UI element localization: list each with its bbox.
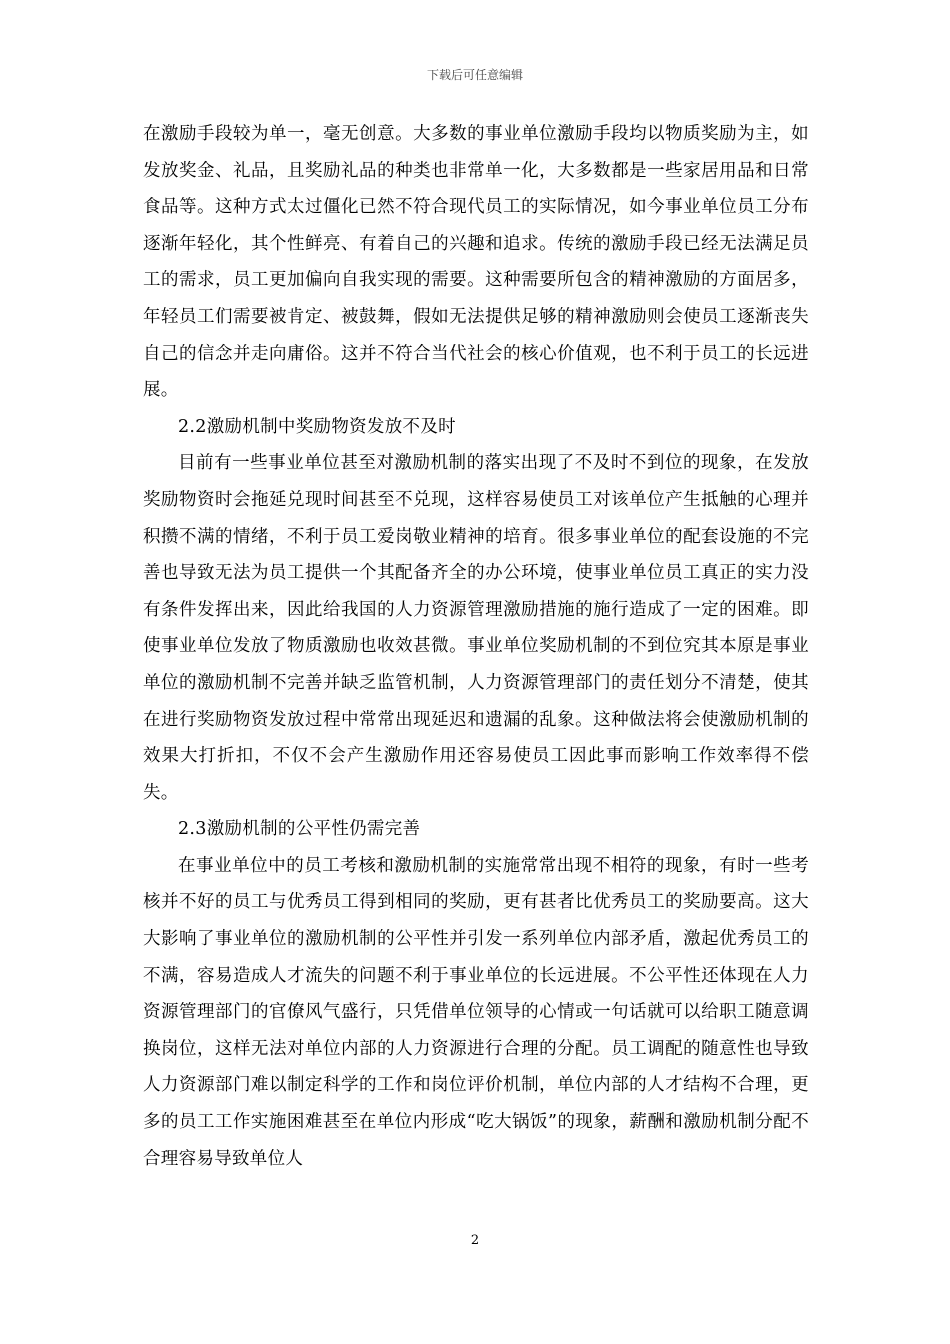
page-header: 下载后可任意编辑	[426, 68, 523, 82]
body-paragraph: 目前有一些事业单位甚至对激励机制的落实出现了不及时不到位的现象，在发放奖励物资时会拖延兑现时间甚至不兑现，这样容易使员工对该单位产生抵触的心理并积攒不满的情绪，不利于员工爱岗敬业精神的培育。很多事业单位的配套设施的不完善也导致无法为员工提供一个其配备齐全的办公环境，使事业单位员工真正的实力没有条件发挥出来，因此给我国的人力资源管理激励措施的施行造成了一定的困难。即使事业单位发放了物质激励也收效甚微。事业单位奖励机制的不到位究其本原是事业单位的激励机制不完善并缺乏监管机制，人力资源管理部门的责任划分不清楚，使其在进行奖励物资发放过程中常常出现延迟和遗漏的乱象。这种做法将会使激励机制的效果大打折扣，不仅不会产生激励作用还容易使员工因此事而影响工作效率得不偿失。	[143, 453, 809, 803]
document-body	[143, 116, 809, 1177]
section-heading-2-3: 2.3激励机制的公平性仍需完善	[178, 819, 421, 840]
body-paragraph: 在激励手段较为单一，毫无创意。大多数的事业单位激励手段均以物质奖励为主，如发放奖金、礼品，且奖励礼品的种类也非常单一化，大多数都是一些家居用品和日常食品等。这种方式太过僵化已然不符合现代员工的实际情况，如今事业单位员工分布逐渐年轻化，其个性鲜亮、有着自己的兴趣和追求。传统的激励手段已经无法满足员工的需求，员工更加偏向自我实现的需要。这种需要所包含的精神激励的方面居多，年轻员工们需要被肯定、被鼓舞，假如无法提供足够的精神激励则会使员工逐渐丧失自己的信念并走向庸俗。这并不符合当代社会的核心价值观，也不利于员工的长远进展。	[143, 124, 809, 401]
body-paragraph: 在事业单位中的员工考核和激励机制的实施常常出现不相符的现象，有时一些考核并不好的员工与优秀员工得到相同的奖励，更有甚者比优秀员工的奖励要高。这大大影响了事业单位的激励机制的公平性并引发一系列单位内部矛盾，激起优秀员工的不满，容易造成人才流失的问题不利于事业单位的长远进展。不公平性还体现在人力资源管理部门的官僚风气盛行，只凭借单位领导的心情或一句话就可以给职工随意调换岗位，这样无法对单位内部的人力资源进行合理的分配。员工调配的随意性也导致人力资源部门难以制定科学的工作和岗位评价机制，单位内部的人才结构不合理，更多的员工工作实施困难甚至在单位内形成“吃大锅饭”的现象，薪酬和激励机制分配不合理容易导致单位人	[143, 855, 809, 1169]
page-number: 2	[470, 1233, 480, 1248]
section-heading-2-2: 2.2激励机制中奖励物资发放不及时	[178, 416, 456, 437]
